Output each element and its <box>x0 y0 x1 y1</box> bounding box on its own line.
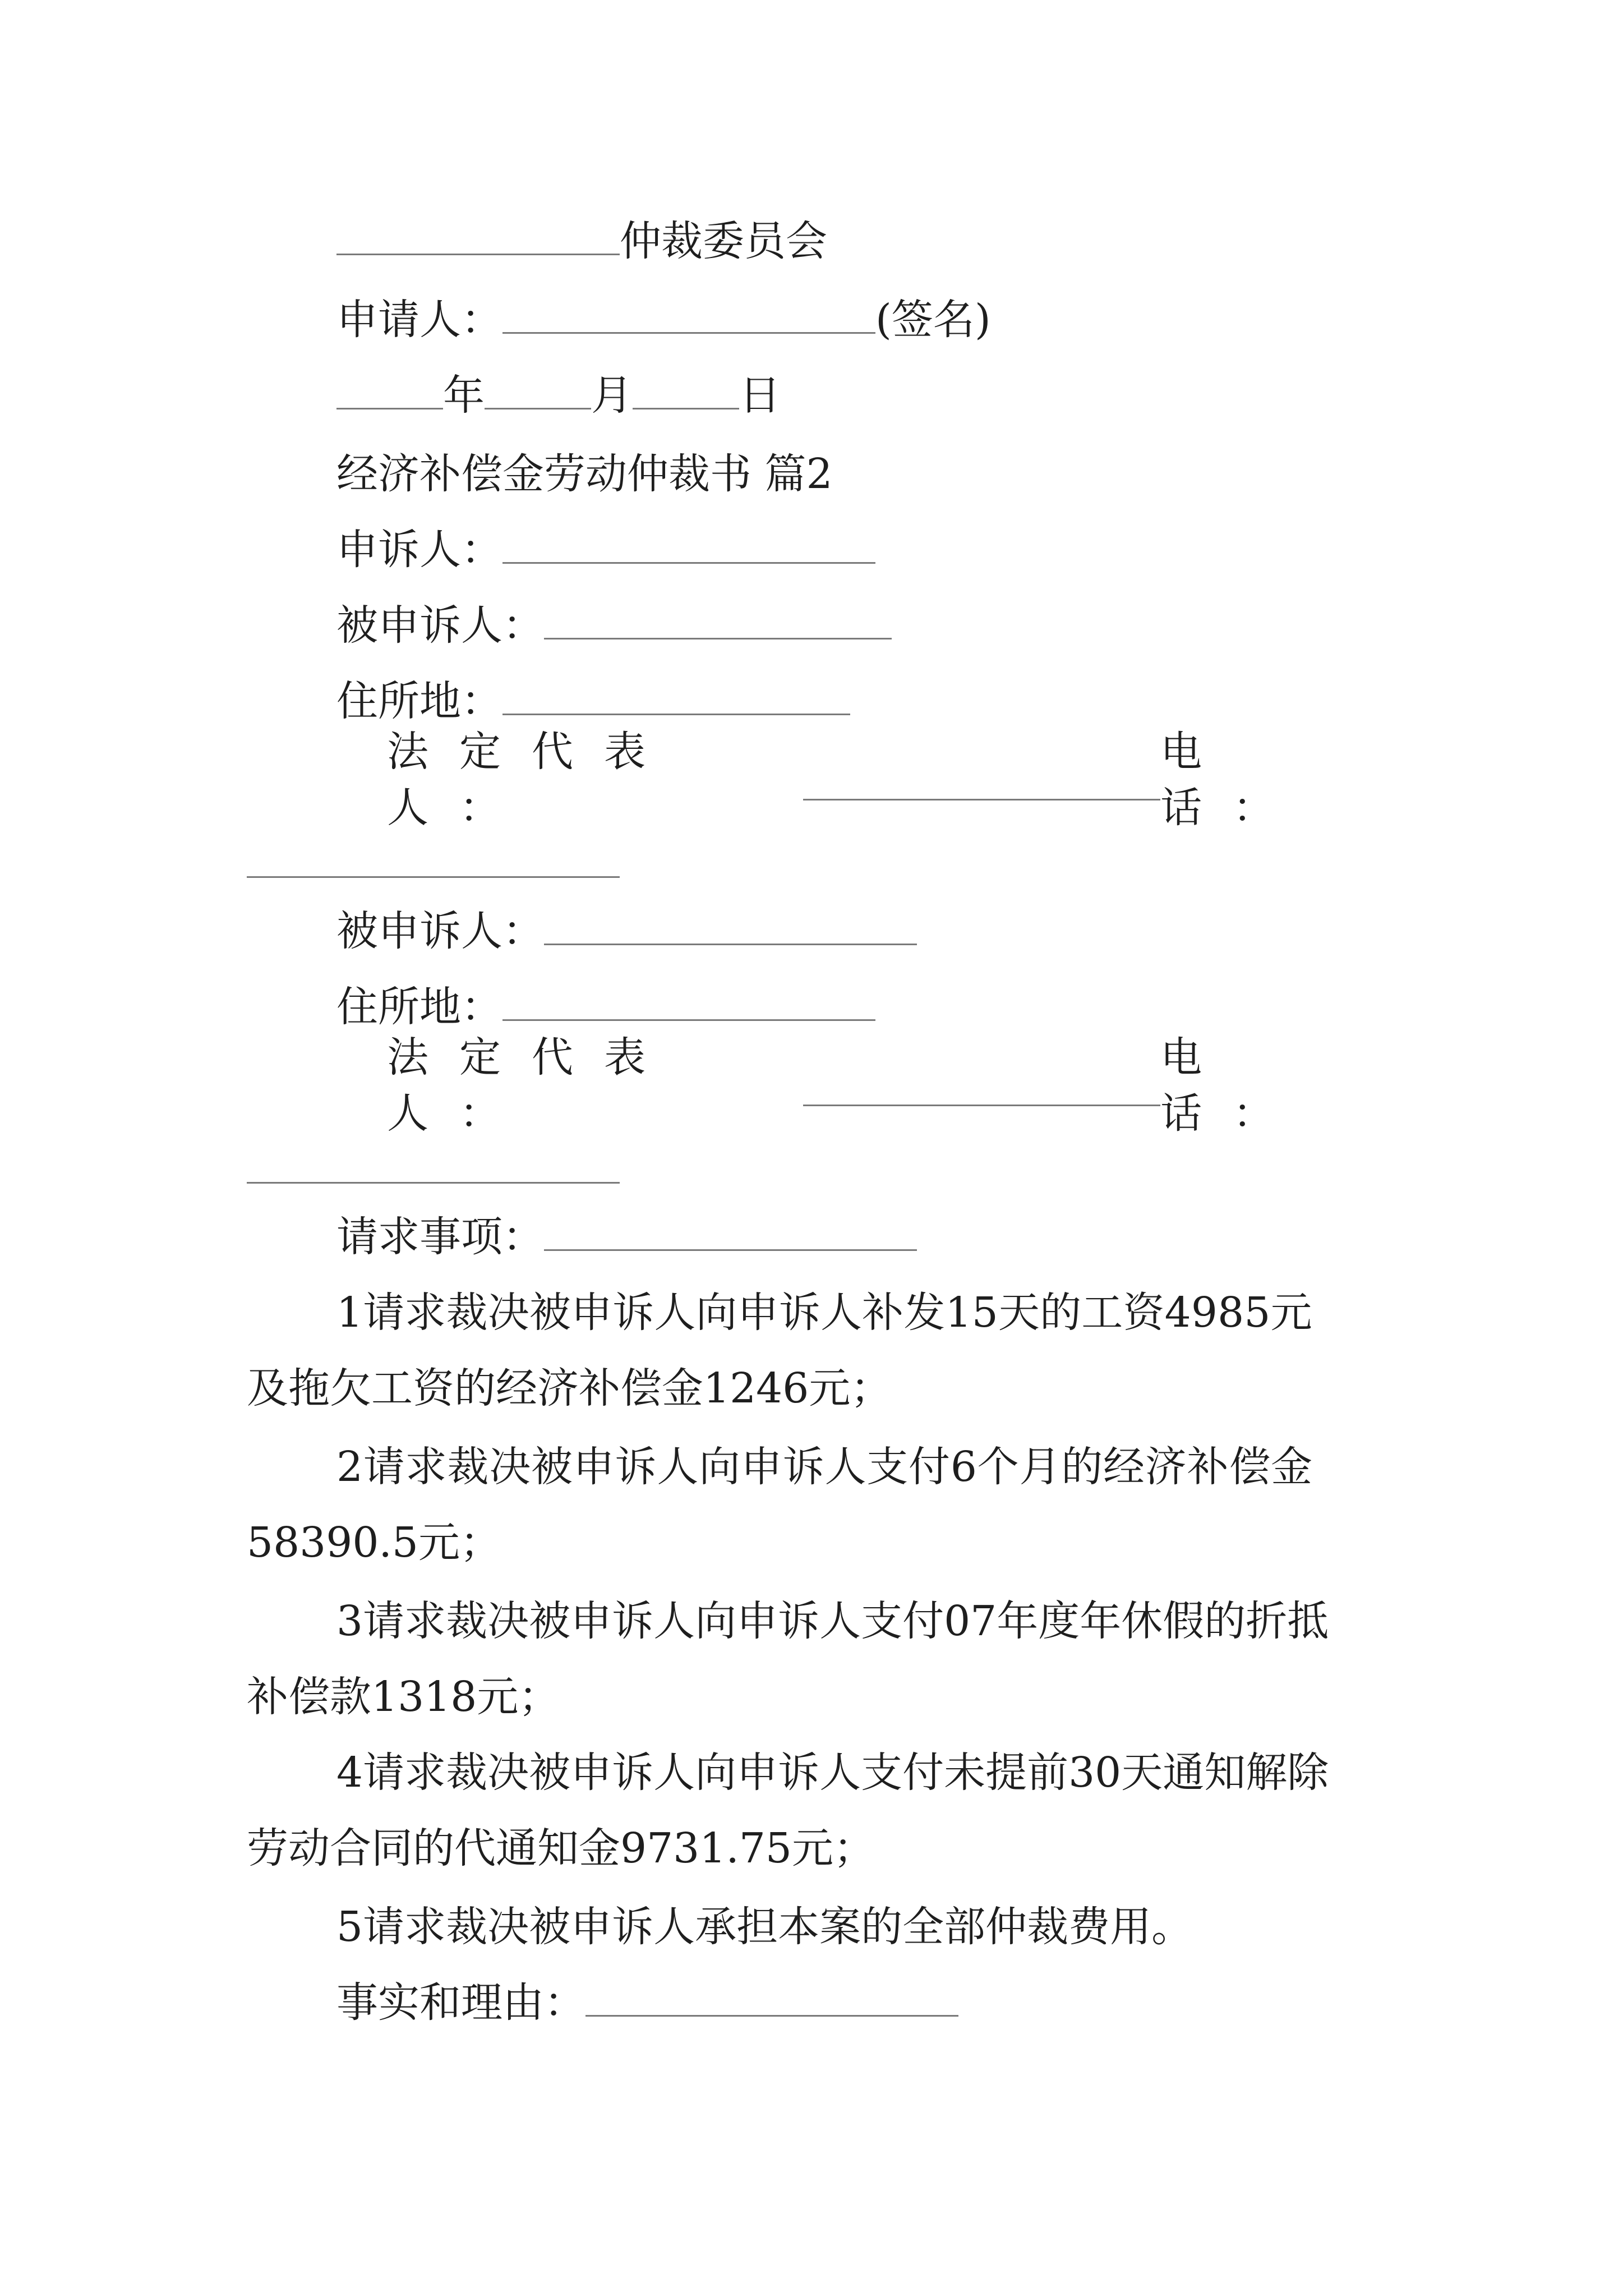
signature-label: (签名) <box>875 296 991 344</box>
claim-3-line-1: 3请求裁决被申诉人向申诉人支付07年度年休假的折抵 <box>336 1597 1329 1645</box>
committee-blank[interactable] <box>336 214 620 255</box>
complainant-label: 申诉人： <box>336 526 502 574</box>
respondent-label: 被申诉人： <box>336 601 544 650</box>
address-2-line <box>336 979 875 1035</box>
claim-4-line-1: 4请求裁决被申诉人向申诉人支付未提前30天通知解除 <box>336 1749 1329 1797</box>
applicant-line <box>336 292 991 348</box>
legal-rep-2-label: 法定代表人： <box>387 1033 676 1138</box>
phone-label: 电话： <box>1160 728 1306 832</box>
phone-2-label: 电话： <box>1160 1033 1306 1138</box>
applicant-blank[interactable] <box>502 293 875 334</box>
claims-line <box>336 1209 917 1265</box>
claim-3-line-2: 补偿款1318元； <box>247 1673 560 1721</box>
respondent-2-blank[interactable] <box>544 904 917 945</box>
claim-1-line-1: 1请求裁决被申诉人向申诉人补发15天的工资4985元 <box>336 1289 1312 1337</box>
claim-5-line-1: 5请求裁决被申诉人承担本案的全部仲裁费用。 <box>336 1903 1193 1951</box>
legal-rep-2-line <box>387 1033 1368 1138</box>
section-title: 经济补偿金劳动仲裁书 篇2 <box>336 450 833 498</box>
respondent-blank[interactable] <box>544 599 892 639</box>
address-2-blank[interactable] <box>502 980 875 1021</box>
claim-1-line-2: 及拖欠工资的经济补偿金1246元； <box>247 1364 892 1412</box>
year-blank[interactable] <box>336 369 443 409</box>
respondent-2-line <box>336 903 917 959</box>
month-blank[interactable] <box>485 369 591 409</box>
committee-label: 仲裁委员会 <box>620 217 827 265</box>
legal-rep-2-blank[interactable] <box>803 1065 1160 1106</box>
address-2-label: 住所地： <box>336 983 502 1031</box>
month-label: 月 <box>591 371 633 420</box>
claims-label: 请求事项： <box>336 1213 544 1261</box>
facts-blank[interactable] <box>585 1976 958 2017</box>
facts-label: 事实和理由： <box>336 1978 585 2027</box>
respondent-2-label: 被申诉人： <box>336 907 544 955</box>
legal-rep-blank[interactable] <box>803 760 1160 800</box>
claim-2-line-1: 2请求裁决被申诉人向申诉人支付6个月的经济补偿金 <box>336 1443 1313 1491</box>
phone-blank[interactable] <box>247 876 620 878</box>
committee-line <box>336 213 827 269</box>
claims-blank[interactable] <box>544 1210 917 1251</box>
applicant-label: 申请人： <box>336 296 502 344</box>
day-blank[interactable] <box>633 369 739 409</box>
legal-rep-label: 法定代表人： <box>387 728 676 832</box>
facts-line <box>336 1975 958 2031</box>
date-line <box>336 367 781 424</box>
year-label: 年 <box>443 371 485 420</box>
respondent-line <box>336 597 892 654</box>
legal-rep-line <box>387 728 1368 832</box>
complainant-line <box>336 522 875 578</box>
address-line <box>336 673 850 729</box>
complainant-blank[interactable] <box>502 523 875 564</box>
address-label: 住所地： <box>336 677 502 725</box>
claim-2-line-2: 58390.5元； <box>247 1519 502 1567</box>
day-label: 日 <box>739 371 781 420</box>
phone-2-blank[interactable] <box>247 1182 620 1184</box>
claim-4-line-2: 劳动合同的代通知金9731.75元； <box>247 1824 875 1872</box>
address-blank[interactable] <box>502 674 850 715</box>
